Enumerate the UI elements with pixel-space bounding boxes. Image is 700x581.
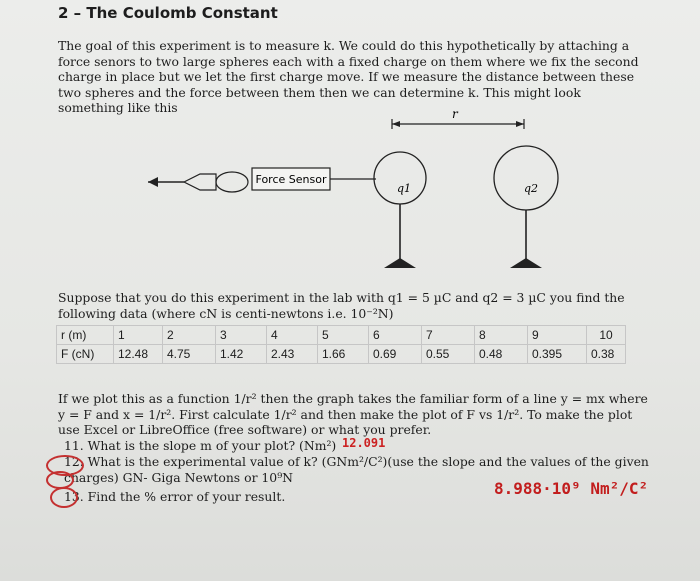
table-cell: 4: [267, 326, 318, 345]
table-cell: 0.48: [475, 345, 528, 364]
question-13: 13. Find the % error of your result.: [64, 489, 286, 504]
sphere-q2: [494, 146, 558, 210]
charge2-label: q2: [524, 182, 539, 195]
table-cell: 2.43: [267, 345, 318, 364]
table-cell: 10: [587, 326, 626, 345]
table-cell: 5: [318, 326, 369, 345]
table-cell: 0.55: [422, 345, 475, 364]
table-cell: 1.42: [216, 345, 267, 364]
force-sensor-label: Force Sensor: [255, 173, 327, 186]
answer-11-handwriting: 12.091: [342, 436, 386, 450]
intro-paragraph: The goal of this experiment is to measure k. We could do this hypothetically by attaching a force senors to two large spheres each with a fixed charge on them where we fix the second charge in place but we let the first charge move. If we measure the distance between these two spheres and the force between them then we can determine k. This might look something like this: [58, 38, 639, 115]
section-heading: 2 – The Coulomb Constant: [58, 4, 278, 22]
plot-paragraph: If we plot this as a function 1/r² then the graph takes the familiar form of a line y = mx where y = F and x = 1/r². First calculate 1/r² and then make the plot of F vs 1/r². To make the plot use Excel or LibreOffice (free software) or what you prefer.: [58, 391, 648, 437]
row-label: F (cN): [57, 345, 114, 364]
table-row-f: [57, 345, 626, 364]
distance-label: r: [452, 108, 458, 121]
table-cell: 1.66: [318, 345, 369, 364]
table-cell: 0.38: [587, 345, 626, 364]
table-cell: 6: [369, 326, 422, 345]
table-row-r: [57, 326, 626, 345]
table-cell: 1: [114, 326, 163, 345]
question-11: 11. What is the slope m of your plot? (Nm²): [64, 438, 337, 453]
answer-12-handwriting: 8.988·10⁹ Nm²/C²: [494, 479, 649, 498]
table-cell: 12.48: [114, 345, 163, 364]
charge1-label: q1: [397, 182, 412, 195]
table-cell: 7: [422, 326, 475, 345]
question-12: 12. What is the experimental value of k? (GNm²/C²)(use the slope and the values of the given charges) GN- Giga Newtons or 10⁹N: [64, 454, 649, 485]
table-cell: 0.395: [528, 345, 587, 364]
table-cell: 9: [528, 326, 587, 345]
sphere-q1: [374, 152, 426, 204]
table-cell: 0.69: [369, 345, 422, 364]
suppose-paragraph: Suppose that you do this experiment in the lab with q1 = 5 µC and q2 = 3 µC you find the following data (where cN is centi-newtons i.e. 10⁻²N): [58, 290, 625, 321]
force-sensor-diagram: [140, 108, 580, 280]
row-label: r (m): [57, 326, 114, 345]
table-cell: 4.75: [163, 345, 216, 364]
circle-mark-13: [50, 487, 78, 508]
table-cell: 3: [216, 326, 267, 345]
data-table: [56, 325, 626, 364]
table-cell: 2: [163, 326, 216, 345]
table-cell: 8: [475, 326, 528, 345]
